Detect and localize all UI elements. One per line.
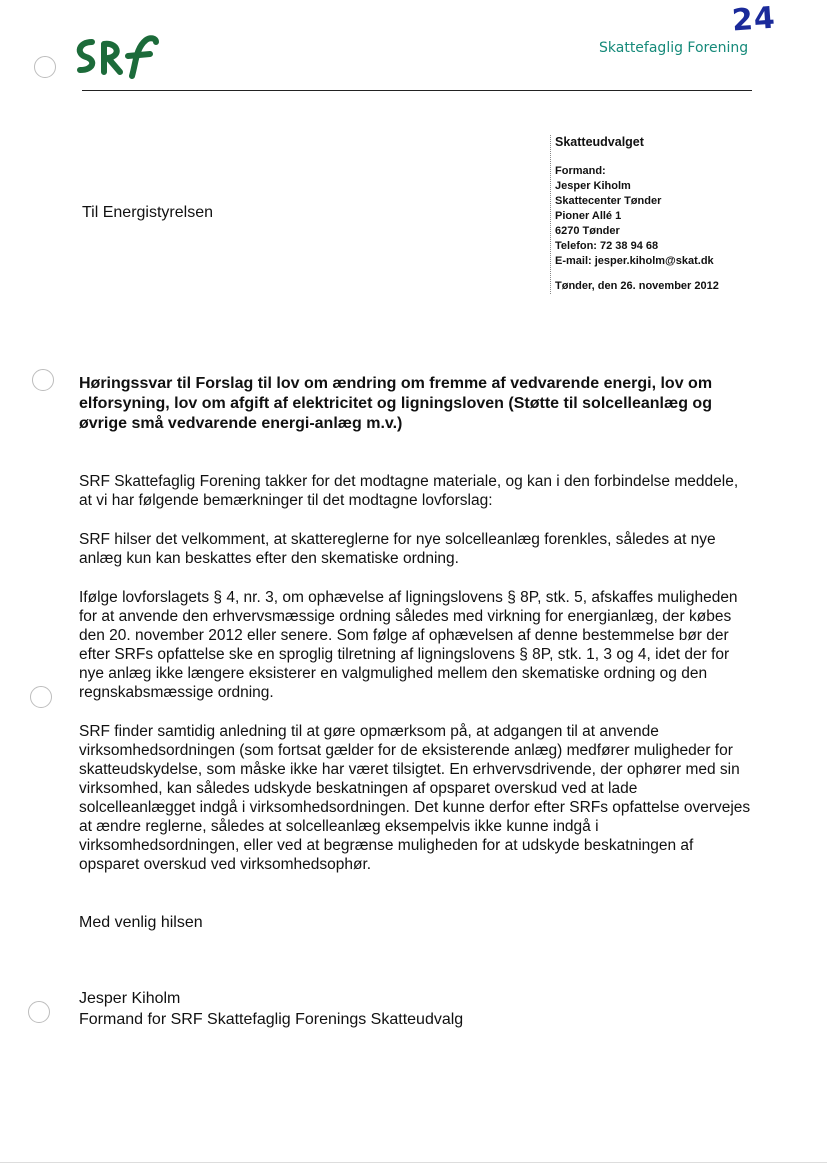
sender-line: E-mail: jesper.kiholm@skat.dk — [555, 255, 714, 267]
page-bottom-edge — [0, 1162, 827, 1163]
punch-hole-lower — [30, 686, 52, 708]
handwritten-page-mark: 24 — [730, 0, 777, 39]
org-name: Skattefaglig Forening — [599, 40, 749, 56]
body-paragraph-1: SRF Skattefaglig Forening takker for det modtagne materiale, og kan i den forbindelse meddele, at vi har følgende bemærkninger til det modtagne lovforslag: — [79, 473, 739, 509]
letter-subject: Høringssvar til Forslag til lov om ændring om fremme af vedvarende energi, lov om elforsyning, lov om afgift af elektricitet og ligningsloven (Støtte til solcelleanlæg og øvrige små vedvarende energi-anlæg m.v.) — [79, 375, 713, 432]
body-paragraph-2: SRF hilser det velkomment, at skattereglerne for nye solcelleanlæg forenkles, således at nye anlæg kun kan beskattes efter den skematiske ordning. — [79, 531, 716, 567]
sender-line: Formand: — [555, 165, 606, 177]
punch-hole-upper — [32, 369, 54, 391]
body-paragraph-4: SRF finder samtidig anledning til at gøre opmærksom på, at adgangen til at anvende virksomhedsordningen (som fortsat gælder for de eksisterende anlæg) medfører muligheder for skatteudskydelse, som måske ikke har været tilsigtet. En erhvervsdrivende, der ophører med sin virksomhed, kan således udskyde beskatningen af opsparet overskud ved at lade solcelleanlægget indgå i virksomhedsordningen. Det kunne derfor efter SRFs opfattelse overvejes at ændre reglerne, således at solcelleanlæg eksempelvis ikke kunne indgå i virksomhedsordningen, eller ved at begrænse muligheden for at udskyde beskatningen af opsparet overskud ved virksomhedsophør. — [79, 723, 751, 873]
srf-logo — [70, 32, 160, 87]
closing-greeting: Med venlig hilsen — [79, 914, 203, 931]
sender-line: Telefon: 72 38 94 68 — [555, 240, 659, 252]
sender-line: Jesper Kiholm — [555, 180, 631, 192]
sender-line: Skattecenter Tønder — [555, 195, 662, 207]
body-paragraph-3: Ifølge lovforslagets § 4, nr. 3, om ophævelse af ligningslovens § 8P, stk. 5, afskaffes muligheden for at anvende den erhvervsmæssige ordning således med virkning for energianlæg, der købes den 20. november 2012 eller senere. Som følge af ophævelsen af denne bestemmelse bør der efter SRFs opfattelse ske en sproglig tilretning af ligningslovens § 8P, stk. 1, 3 og 4, idet der for nye anlæg ikke længere eksisterer en valgmulighed mellem den skematiske ordning og den regnskabsmæssige ordning. — [79, 589, 738, 701]
sender-block — [550, 135, 765, 294]
srf-logo-icon — [70, 32, 160, 82]
recipient: Til Energistyrelsen — [82, 204, 214, 221]
header-divider — [82, 90, 752, 91]
letter-date: Tønder, den 26. november 2012 — [555, 280, 719, 292]
sender-line: 6270 Tønder — [555, 225, 620, 237]
committee-name: Skatteudvalget — [555, 135, 644, 149]
punch-hole-top — [34, 56, 56, 78]
signature-name: Jesper Kiholm — [79, 990, 181, 1007]
sender-line: Pioner Allé 1 — [555, 210, 622, 222]
signature-title: Formand for SRF Skattefaglig Forenings Skatteudvalg — [79, 1011, 464, 1028]
punch-hole-bottom — [28, 1001, 50, 1023]
